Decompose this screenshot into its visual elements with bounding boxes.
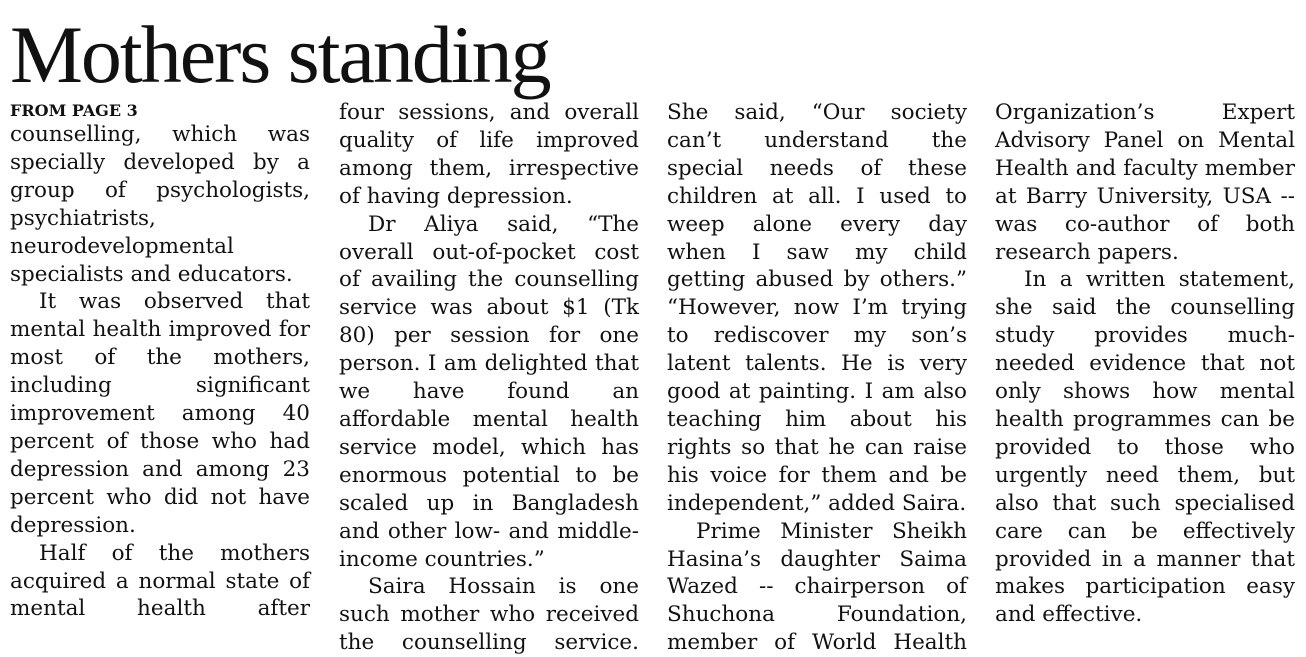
paragraph: Organization’s Expert Advisory Panel on Mental Health and faculty member at Barry University, USA -- was co-author of both research papers. xyxy=(995,100,1295,265)
paragraph: Half of the mothers acquired a normal state of mental health after xyxy=(10,540,310,622)
article-column-3 xyxy=(667,99,967,657)
paragraph: counselling, which was specially developed by a group of psychologists, psychiatrists, neurodevelopmental specialists and educators. xyxy=(10,122,310,287)
paragraph: four sessions, and overall quality of life improved among them, irrespective of having depression. xyxy=(339,100,639,209)
paragraph: Saira Hossain is one such mother who received the counselling service. xyxy=(339,574,639,656)
continuation-kicker: FROM PAGE 3 xyxy=(10,101,138,120)
article-column-2 xyxy=(339,99,639,657)
paragraph: Dr Aliya said, “The overall out-of-pocket cost of availing the counselling service was about $1 (Tk 80) per session for one person. I am delighted that we have found an affordable mental health service model, which has enormous potential to be scaled up in Bangladesh and other low- and middle-income countries.” xyxy=(339,211,639,572)
paragraph: Prime Minister Sheikh Hasina’s daughter Saima Wazed -- chairperson of Shuchona Foundation, member of World Health xyxy=(667,518,967,656)
paragraph: It was observed that mental health improved for most of the mothers, including significant improvement among 40 percent of those who had depression and among 23 percent who did not have depression. xyxy=(10,289,310,538)
article-column-1 xyxy=(10,100,310,623)
article-headline: Mothers standing xyxy=(10,9,550,100)
article-column-4 xyxy=(995,99,1295,629)
paragraph: In a written statement, she said the counselling study provides much-needed evidence that not only shows how mental health programmes can be provided to those who urgently need them, but also that such specialised care can be effectively provided in a manner that makes participation easy and effective. xyxy=(995,267,1295,628)
paragraph: She said, “Our society can’t understand the special needs of these children at all. I used to weep alone every day when I saw my child getting abused by others.” “However, now I’m trying to rediscover my son’s latent talents. He is very good at painting. I am also teaching him about his rights so that he can raise his voice for them and be independent,” added Saira. xyxy=(667,100,967,516)
